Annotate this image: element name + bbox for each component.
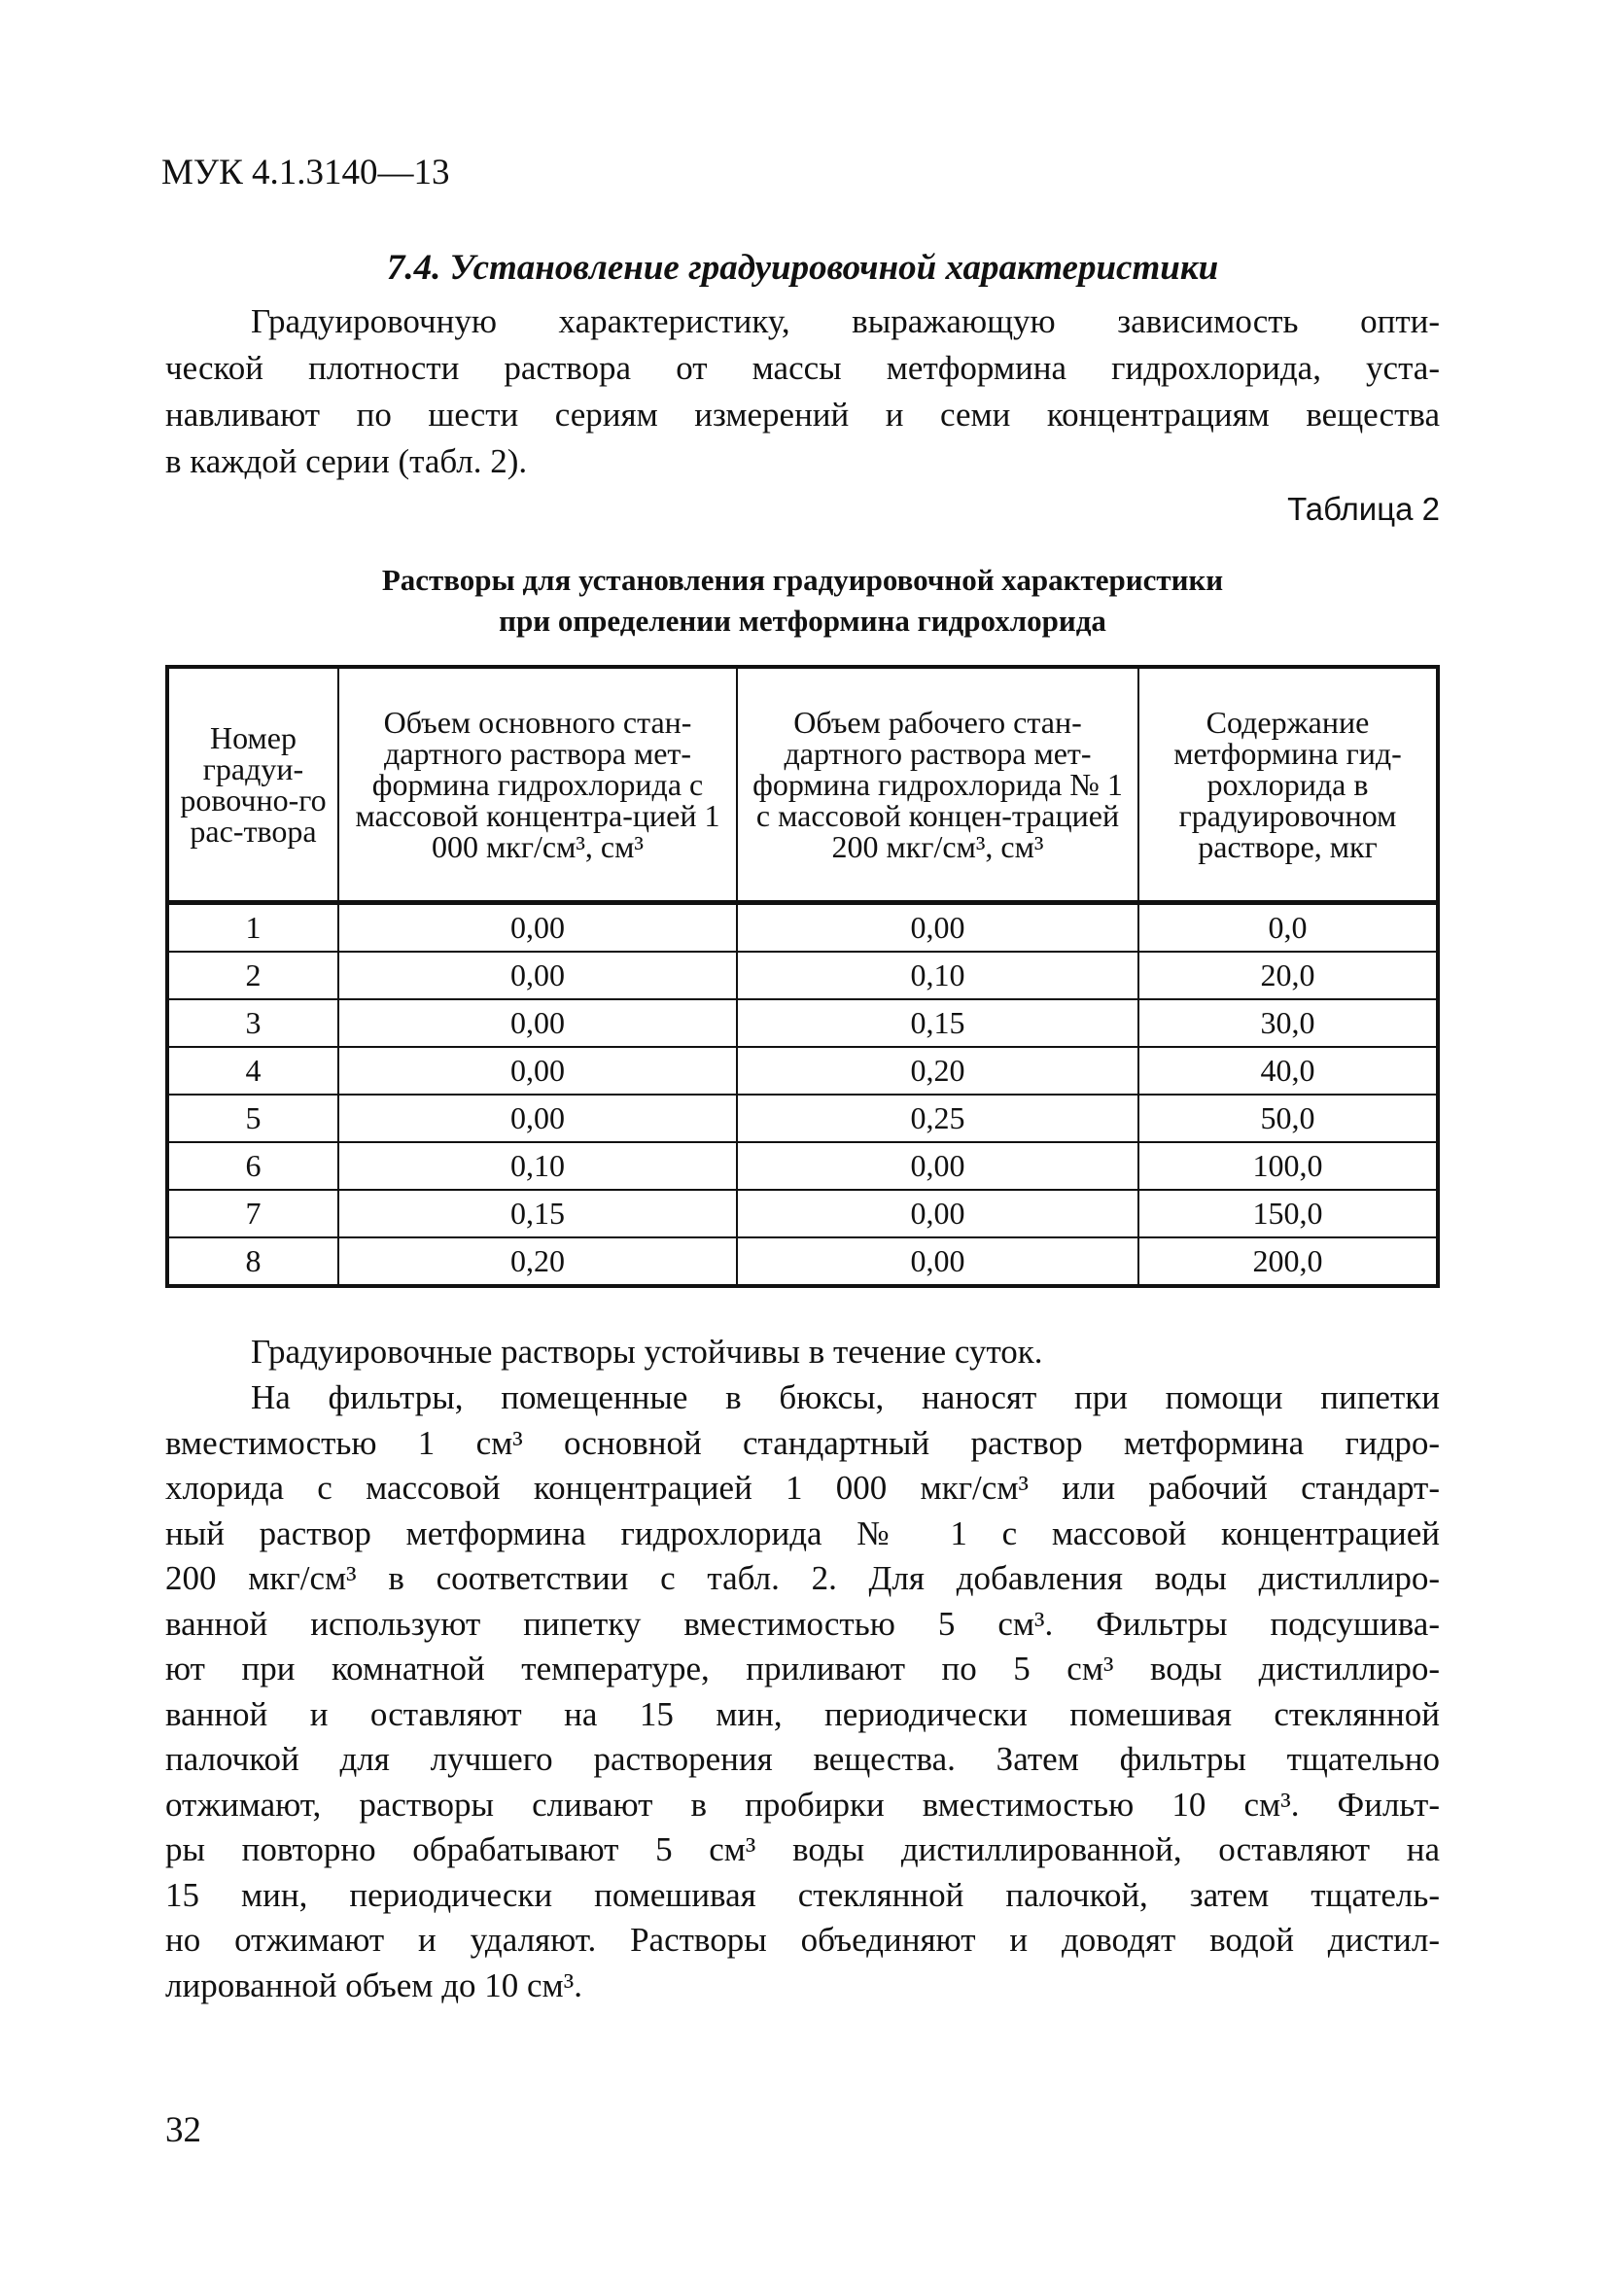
table-cell: 0,15 xyxy=(338,1190,737,1237)
table-cell: 0,20 xyxy=(737,1047,1138,1095)
table-row xyxy=(167,1237,1438,1286)
text-line: вместимостью 1 см³ основной стандартный раствор метформина гидро- xyxy=(165,1423,1440,1462)
table-cell: 0,00 xyxy=(737,903,1138,953)
table-cell: 8 xyxy=(167,1237,338,1286)
text-line: ческой плотности раствора от массы метформина гидрохлорида, уста- xyxy=(165,349,1440,387)
text-line: ванной и оставляют на 15 мин, периодически помешивая стеклянной xyxy=(165,1694,1440,1733)
table-cell: 0,00 xyxy=(338,1047,737,1095)
table-row xyxy=(167,999,1438,1047)
column-header: Номер градуи-ровочно-го рас-твора xyxy=(167,667,338,903)
table-cell: 150,0 xyxy=(1138,1190,1438,1237)
table-cell: 1 xyxy=(167,903,338,953)
column-header: Содержание метформина гид-рохлорида в градуировочном растворе, мкг xyxy=(1138,667,1438,903)
text-line: На фильтры, помещенные в бюксы, наносят при помощи пипетки xyxy=(251,1378,1440,1416)
text-line: Градуировочную характеристику, выражающую зависимость опти- xyxy=(251,302,1440,340)
table-cell: 3 xyxy=(167,999,338,1047)
paragraph-1 xyxy=(165,298,1440,485)
text-line: Градуировочные растворы устойчивы в течение суток. xyxy=(251,1333,1043,1371)
table-cell: 50,0 xyxy=(1138,1095,1438,1142)
text-line: палочкой для лучшего растворения вещества. Затем фильтры тщательно xyxy=(165,1740,1440,1778)
table-cell: 0,20 xyxy=(338,1237,737,1286)
page-number: 32 xyxy=(165,2110,201,2150)
text-line: отжимают, растворы сливают в пробирки вместимостью 10 см³. Фильт- xyxy=(165,1785,1440,1824)
table-cell: 0,00 xyxy=(338,1095,737,1142)
table-cell: 0,00 xyxy=(737,1237,1138,1286)
table-cell: 100,0 xyxy=(1138,1142,1438,1190)
table-header-row xyxy=(167,667,1438,903)
caption-line: при определении метформина гидрохлорида xyxy=(499,604,1106,638)
column-header: Объем рабочего стан-дартного раствора мет-формина гидрохлорида № 1 с массовой концен-трацией 200 мкг/см³, см³ xyxy=(737,667,1138,903)
table-cell: 0,00 xyxy=(737,1142,1138,1190)
document-code: МУК 4.1.3140—13 xyxy=(161,153,450,192)
table-cell: 0,00 xyxy=(338,952,737,999)
table-cell: 0,0 xyxy=(1138,903,1438,953)
table-cell: 0,00 xyxy=(338,999,737,1047)
table-cell: 40,0 xyxy=(1138,1047,1438,1095)
text-line: 200 мкг/см³ в соответствии с табл. 2. Для добавления воды дистиллиро- xyxy=(165,1559,1440,1597)
caption-line: Растворы для установления градуировочной характеристики xyxy=(381,563,1224,597)
text-line: ют при комнатной температуре, приливают по 5 см³ воды дистиллиро- xyxy=(165,1650,1440,1687)
text-line: 15 мин, периодически помешивая стеклянной палочкой, затем тщатель- xyxy=(165,1875,1440,1914)
table-row xyxy=(167,952,1438,999)
table-cell: 0,15 xyxy=(737,999,1138,1047)
table-cell: 0,10 xyxy=(338,1142,737,1190)
table-cell: 20,0 xyxy=(1138,952,1438,999)
table-row xyxy=(167,1190,1438,1237)
table-cell: 4 xyxy=(167,1047,338,1095)
text-line: ный раствор метформина гидрохлорида № 1 с массовой концентрацией xyxy=(165,1513,1440,1552)
table-cell: 5 xyxy=(167,1095,338,1142)
text-line: в каждой серии (табл. 2). xyxy=(165,442,528,480)
paragraph-3 xyxy=(165,1375,1440,2008)
table-cell: 0,00 xyxy=(737,1190,1138,1237)
calibration-table xyxy=(165,665,1440,1288)
table-cell: 0,00 xyxy=(338,903,737,953)
table-cell: 2 xyxy=(167,952,338,999)
text-line: лированной объем до 10 см³. xyxy=(165,1966,582,2004)
text-line: хлорида с массовой концентрацией 1 000 мкг/см³ или рабочий стандарт- xyxy=(165,1469,1440,1507)
table-row xyxy=(167,903,1438,953)
table-row xyxy=(167,1095,1438,1142)
table-cell: 7 xyxy=(167,1190,338,1237)
table-cell: 6 xyxy=(167,1142,338,1190)
column-header: Объем основного стан-дартного раствора мет-формина гидрохлорида с массовой концентра-цией 1 000 мкг/см³, см³ xyxy=(338,667,737,903)
text-line: ванной используют пипетку вместимостью 5 см³. Фильтры подсушива- xyxy=(165,1604,1440,1643)
table-label: Таблица 2 xyxy=(1287,491,1440,527)
text-line: но отжимают и удаляют. Растворы объединяют и доводят водой дистил- xyxy=(165,1921,1440,1959)
table-cell: 30,0 xyxy=(1138,999,1438,1047)
table-cell: 0,10 xyxy=(737,952,1138,999)
table-row xyxy=(167,1142,1438,1190)
text-line: ры повторно обрабатывают 5 см³ воды дистиллированной, оставляют на xyxy=(165,1830,1440,1868)
table-caption xyxy=(165,560,1440,642)
text-line: навливают по шести сериям измерений и семи концентрациям вещества xyxy=(165,396,1440,434)
paragraph-2 xyxy=(165,1329,1440,1375)
section-title: 7.4. Установление градуировочной характеристики xyxy=(386,248,1219,288)
table-row xyxy=(167,1047,1438,1095)
table-cell: 200,0 xyxy=(1138,1237,1438,1286)
table-cell: 0,25 xyxy=(737,1095,1138,1142)
